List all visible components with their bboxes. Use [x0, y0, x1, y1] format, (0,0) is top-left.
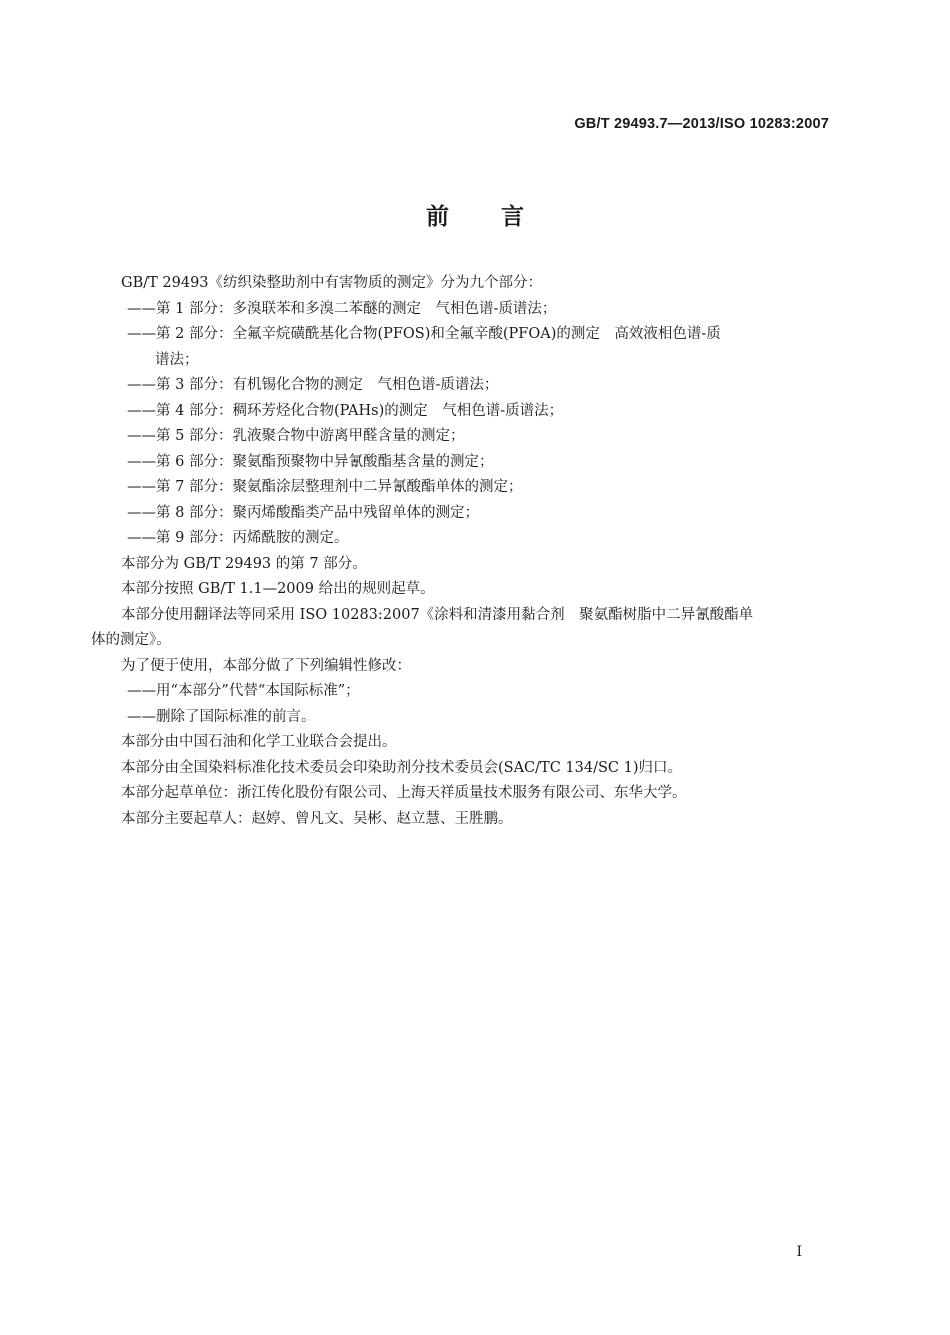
- page-title: 前言: [426, 204, 576, 230]
- list-item-part-2-continued: 谱法；: [155, 351, 199, 368]
- this-part-paragraph: 本部分为 GB/T 29493 的第 7 部分。: [121, 555, 367, 572]
- list-item-part-3: ——第 3 部分：有机锡化合物的测定 气相色谱-质谱法；: [127, 377, 499, 393]
- drafting-units-paragraph: 本部分起草单位：浙江传化股份有限公司、上海天祥质量技术服务有限公司、东华大学。: [121, 785, 687, 801]
- standard-code: GB/T 29493.7—2013/ISO 10283:2007: [574, 116, 829, 132]
- drafting-rules-paragraph: 本部分按照 GB/T 1.1—2009 给出的规则起草。: [121, 581, 435, 597]
- foreword-body: [91, 271, 833, 832]
- page-number: I: [796, 1244, 802, 1260]
- list-item-part-6: ——第 6 部分：聚氨酯预聚物中异氰酸酯基含量的测定；: [127, 453, 494, 470]
- managed-by-paragraph: 本部分由全国染料标准化技术委员会印染助剂分技术委员会(SAC/TC 134/SC 1)归口。: [121, 759, 682, 776]
- translation-paragraph-continued: 体的测定》。: [91, 632, 171, 648]
- translation-paragraph: 本部分使用翻译法等同采用 ISO 10283:2007《涂料和清漆用黏合剂 聚氨酯树脂中二异氰酸酯单: [121, 606, 754, 623]
- list-item-edit-2: ——删除了国际标准的前言。: [127, 708, 316, 725]
- list-item-part-7: ——第 7 部分：聚氨酯涂层整理剂中二异氰酸酯单体的测定；: [127, 479, 523, 495]
- list-item-part-2: ——第 2 部分：全氟辛烷磺酰基化合物(PFOS)和全氟辛酸(PFOA)的测定 高效液相色谱-质: [127, 326, 721, 342]
- drafters-paragraph: 本部分主要起草人：赵婷、曾凡文、吴彬、赵立慧、王胜鹏。: [121, 810, 513, 827]
- list-item-part-4: ——第 4 部分：稠环芳烃化合物(PAHs)的测定 气相色谱-质谱法；: [127, 402, 564, 419]
- list-item-part-8: ——第 8 部分：聚丙烯酸酯类产品中残留单体的测定；: [127, 504, 479, 521]
- proposed-by-paragraph: 本部分由中国石油和化学工业联合会提出。: [121, 734, 397, 750]
- list-item-part-1: ——第 1 部分：多溴联苯和多溴二苯醚的测定 气相色谱-质谱法；: [127, 300, 557, 317]
- intro-paragraph: GB/T 29493《纺织染整助剂中有害物质的测定》分为九个部分：: [121, 275, 543, 291]
- list-item-edit-1: ——用“本部分”代替“本国际标准”；: [127, 683, 360, 699]
- list-item-part-5: ——第 5 部分：乳液聚合物中游离甲醛含量的测定；: [127, 428, 465, 444]
- edits-intro-paragraph: 为了便于使用，本部分做了下列编辑性修改：: [121, 657, 411, 674]
- list-item-part-9: ——第 9 部分：丙烯酰胺的测定。: [127, 530, 349, 546]
